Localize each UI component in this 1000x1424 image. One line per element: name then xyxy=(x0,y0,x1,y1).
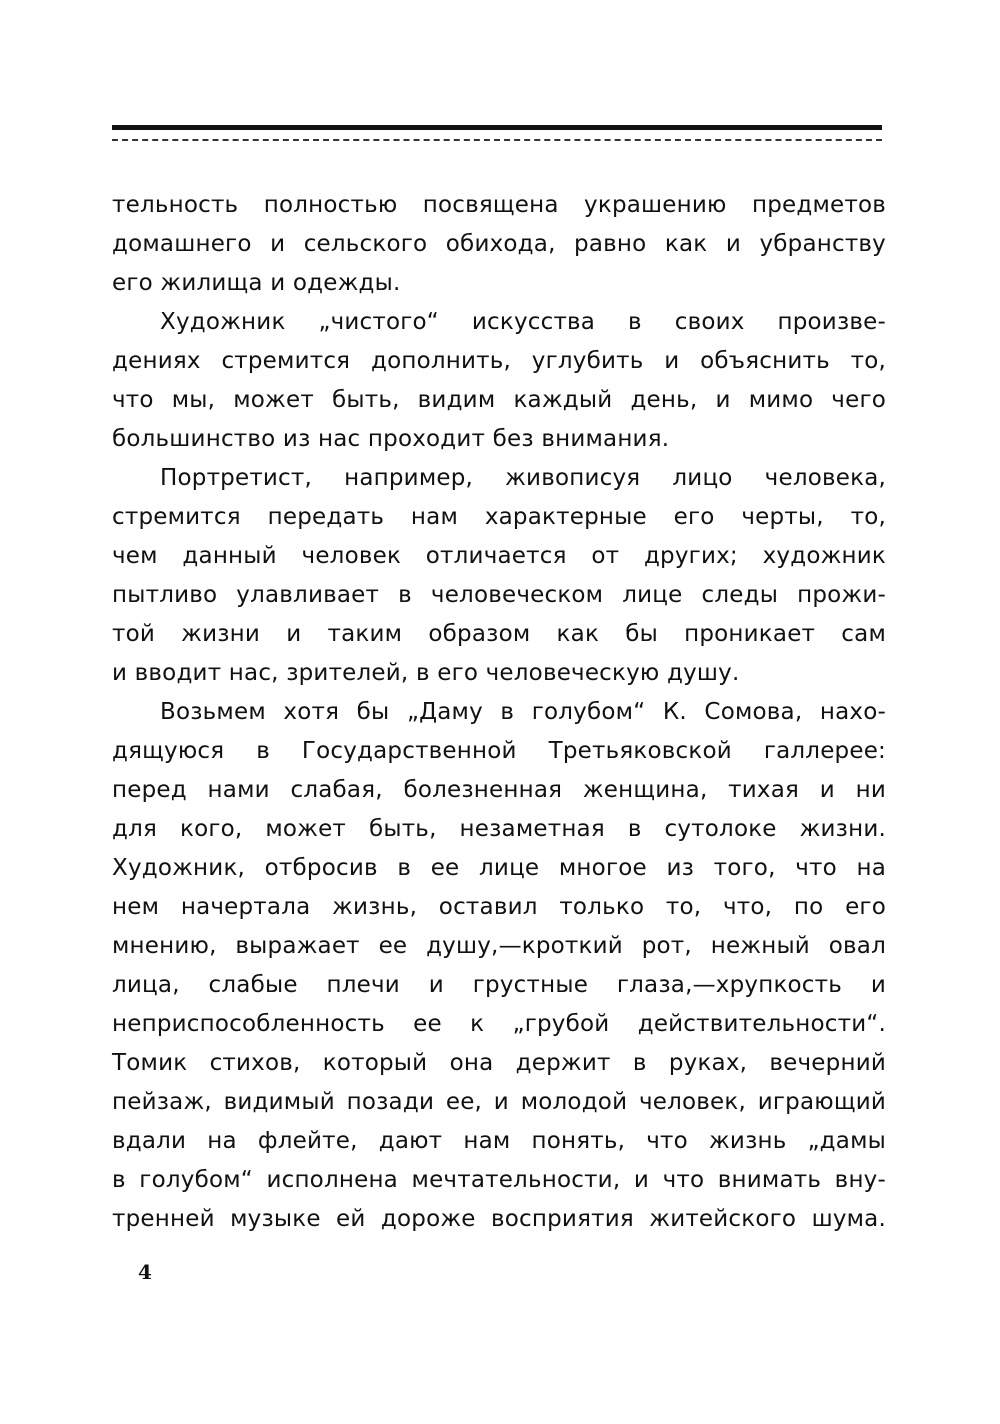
paragraph xyxy=(112,186,886,303)
text-line: дениях стремится дополнить, углубить и объяснить то, xyxy=(112,348,886,374)
text-line: что мы, может быть, видим каждый день, и мимо чего xyxy=(112,387,886,413)
text-line: нем начертала жизнь, оставил только то, что, по его xyxy=(112,894,886,920)
paragraph xyxy=(112,459,886,693)
text-line: дящуюся в Государственной Третьяковской галлерее: xyxy=(112,738,886,764)
text-line: Возьмем хотя бы „Даму в голубом“ К. Сомова, нахо- xyxy=(160,699,886,725)
text-line: Томик стихов, который она держит в руках, вечерний xyxy=(112,1050,886,1076)
text-line: Художник, отбросив в ее лице многое из того, что на xyxy=(112,855,886,881)
text-line: пытливо улавливает в человеческом лице следы прожи- xyxy=(112,582,886,608)
text-line: Художник „чистого“ искусства в своих произве- xyxy=(160,309,886,335)
text-line: тельность полностью посвящена украшению предметов xyxy=(112,192,886,218)
text-line: тренней музыке ей дороже восприятия житейского шума. xyxy=(112,1206,886,1232)
text-line: мнению, выражает ее душу,—кроткий рот, нежный овал xyxy=(112,933,886,959)
header-rule-thick xyxy=(112,125,882,130)
text-line: пейзаж, видимый позади ее, и молодой человек, играющий xyxy=(112,1089,886,1115)
text-line: чем данный человек отличается от других; художник xyxy=(112,543,886,569)
text-line: его жилища и одежды. xyxy=(112,270,401,296)
text-line: для кого, может быть, незаметная в сутолоке жизни. xyxy=(112,816,886,842)
text-line: неприспособленность ее к „грубой действительности“. xyxy=(112,1011,886,1037)
text-line: в голубом“ исполнена мечтательности, и что внимать вну- xyxy=(112,1167,886,1193)
header-rule-thin xyxy=(112,139,882,141)
text-line: перед нами слабая, болезненная женщина, тихая и ни xyxy=(112,777,886,803)
text-line: вдали на флейте, дают нам понять, что жизнь „дамы xyxy=(112,1128,886,1154)
body-text xyxy=(112,186,886,1239)
text-line: и вводит нас, зрителей, в его человеческую душу. xyxy=(112,660,740,686)
text-line: домашнего и сельского обихода, равно как и убранству xyxy=(112,231,886,257)
paragraph xyxy=(112,693,886,1239)
text-line: большинство из нас проходит без внимания. xyxy=(112,426,670,452)
page-number: 4 xyxy=(138,1260,152,1284)
text-line: той жизни и таким образом как бы проникает сам xyxy=(112,621,886,647)
text-line: стремится передать нам характерные его черты, то, xyxy=(112,504,886,530)
text-line: Портретист, например, живописуя лицо человека, xyxy=(160,465,886,491)
paragraph xyxy=(112,303,886,459)
text-line: лица, слабые плечи и грустные глаза,—хрупкость и xyxy=(112,972,886,998)
